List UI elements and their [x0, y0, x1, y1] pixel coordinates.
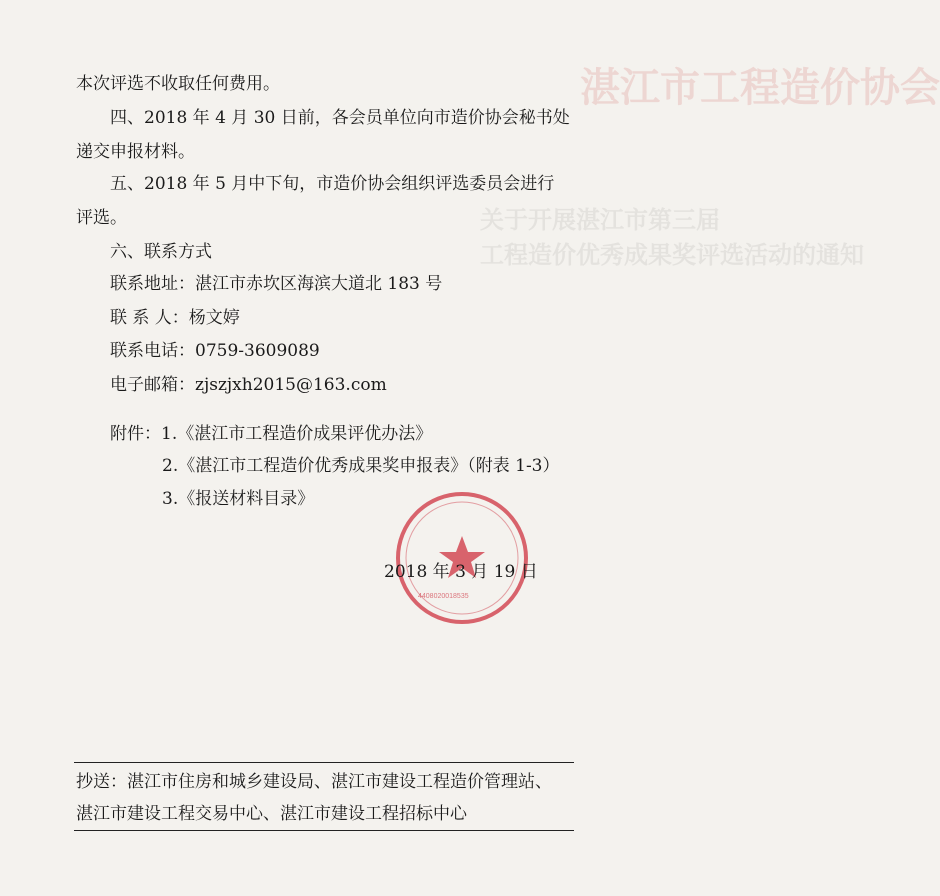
attachment-2: 2.《湛江市工程造价优秀成果奖申报表》（附表 1-3）: [162, 456, 560, 476]
seal-number: 4408020018535: [418, 593, 469, 600]
cc-bottom-rule: [74, 830, 574, 831]
cc-top-rule: [74, 762, 574, 763]
cc-line-1: 抄送：湛江市住房和城乡建设局、湛江市建设工程造价管理站、: [76, 772, 552, 792]
contact-email: 电子邮箱：zjszjxh2015@163.com: [110, 375, 387, 395]
paragraph-item-five-cont: 评选。: [76, 208, 127, 228]
paragraph-fee-continuation: 本次评选不收取任何费用。: [76, 74, 280, 94]
attachment-3: 3.《报送材料目录》: [162, 489, 315, 509]
bleed-through-title-line1: 关于开展湛江市第三届: [480, 205, 720, 234]
contact-address: 联系地址：湛江市赤坎区海滨大道北 183 号: [110, 274, 443, 294]
cc-line-2: 湛江市建设工程交易中心、湛江市建设工程招标中心: [76, 804, 467, 824]
bleed-through-title-line2: 工程造价优秀成果奖评选活动的通知: [480, 240, 864, 269]
bleed-through-header: 湛江市工程造价协会: [580, 64, 940, 111]
paragraph-item-four-cont: 递交申报材料。: [76, 142, 195, 162]
section-contact-heading: 六、联系方式: [110, 242, 212, 262]
contact-phone: 联系电话：0759-3609089: [110, 341, 320, 361]
document-date: 2018 年 3 月 19 日: [384, 562, 538, 582]
attachment-1: 附件：1.《湛江市工程造价成果评优办法》: [110, 424, 433, 444]
contact-person: 联 系 人：杨文婷: [110, 308, 240, 328]
paragraph-item-five: 五、2018 年 5 月中下旬，市造价协会组织评选委员会进行: [110, 174, 555, 194]
official-seal: [392, 488, 532, 628]
paragraph-item-four: 四、2018 年 4 月 30 日前，各会员单位向市造价协会秘书处: [110, 108, 570, 128]
